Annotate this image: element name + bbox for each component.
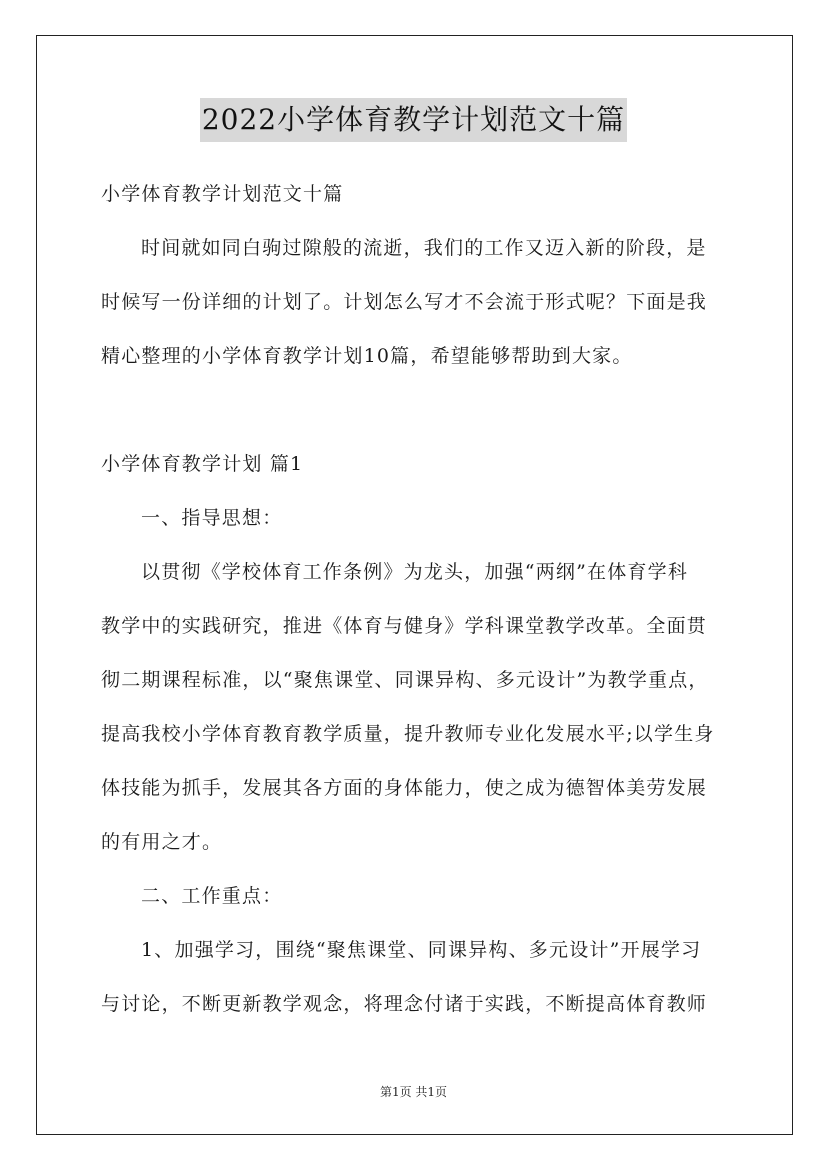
part2-line-2: 与讨论，不断更新教学观念，将理念付诸于实践，不断提高体育教师 bbox=[101, 993, 708, 1015]
part1-line-6: 的有用之才。 bbox=[101, 831, 223, 853]
part1-heading: 一、指导思想： bbox=[141, 507, 283, 529]
part1-line-2: 教学中的实践研究，推进《体育与健身》学科课堂教学改革。全面贯 bbox=[101, 615, 708, 637]
part2-line-1: 1、加强学习，围绕“聚焦课堂、同课异构、多元设计”开展学习 bbox=[141, 939, 702, 961]
document-title: 2022小学体育教学计划范文十篇 bbox=[200, 98, 627, 142]
page-footer: 第1页 共1页 bbox=[379, 1085, 448, 1099]
part1-line-5: 体技能为抓手，发展其各方面的身体能力，使之成为德智体美劳发展 bbox=[101, 777, 708, 799]
section-heading: 小学体育教学计划 篇1 bbox=[101, 453, 304, 475]
intro-line-1: 时间就如同白驹过隙般的流逝，我们的工作又迈入新的阶段，是 bbox=[141, 237, 707, 259]
part2-heading: 二、工作重点： bbox=[141, 885, 283, 907]
document-subtitle: 小学体育教学计划范文十篇 bbox=[101, 183, 344, 205]
intro-line-3: 精心整理的小学体育教学计划10篇，希望能够帮助到大家。 bbox=[101, 345, 633, 367]
title-container bbox=[0, 98, 827, 142]
intro-line-2: 时候写一份详细的计划了。计划怎么写才不会流于形式呢？下面是我 bbox=[101, 291, 708, 313]
part1-line-1: 以贯彻《学校体育工作条例》为龙头，加强“两纲”在体育学科 bbox=[141, 561, 689, 583]
part1-line-4: 提高我校小学体育教育教学质量，提升教师专业化发展水平;以学生身 bbox=[101, 723, 715, 745]
part1-line-3: 彻二期课程标准，以“聚焦课堂、同课异构、多元设计”为教学重点， bbox=[101, 669, 709, 691]
